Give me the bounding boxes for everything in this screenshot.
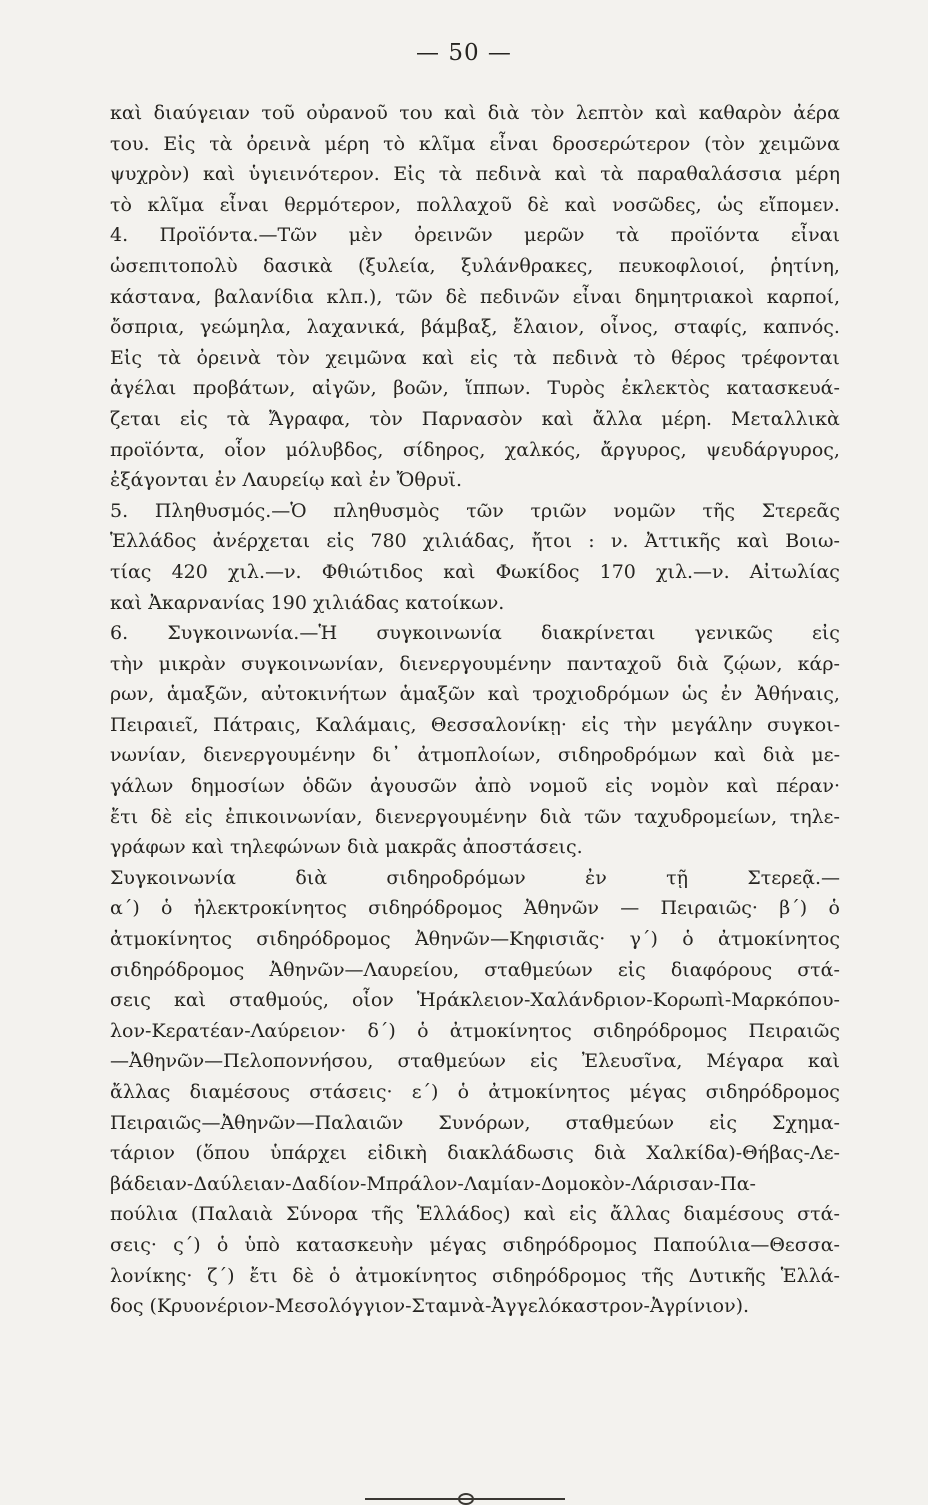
text-line: 5. Πληθυσμός.—Ὁ πληθυσμὸς τῶν τριῶν νομῶν τῆς Στερεᾶς <box>110 499 840 522</box>
text-line: πούλια (Παλαιὰ Σύνορα τῆς Ἑλλάδος) καὶ εἰς ἄλλας διαμέσους στά- <box>110 1203 840 1226</box>
text-line: σεις καὶ σταθμούς, οἷον Ἡράκλειον-Χαλάνδριον-Κορωπὶ-Μαρκόπου- <box>110 989 840 1012</box>
text-line: ψυχρὸν) καὶ ὑγιεινότερον. Εἰς τὰ πεδινὰ καὶ τὰ παραθαλάσσια μέρη <box>110 163 840 186</box>
text-line: Εἰς τὰ ὀρεινὰ τὸν χειμῶνα καὶ εἰς τὰ πεδινὰ τὸ θέρος τρέφονται <box>110 346 840 369</box>
text-line: Ἑλλάδος ἀνέρχεται εἰς 780 χιλιάδας, ἤτοι : ν. Ἀττικῆς καὶ Βοιω- <box>110 530 840 553</box>
text-line: βάδειαν-Δαύλειαν-Δαδίον-Μπράλον-Λαμίαν-Δομοκὸν-Λάρισαν-Πα- <box>110 1172 756 1195</box>
text-line: ζεται εἰς τὰ Ἄγραφα, τὸν Παρνασὸν καὶ ἄλλα μέρη. Μεταλλικὰ <box>110 407 840 430</box>
text-line: Συγκοινωνία διὰ σιδηροδρόμων ἐν τῇ Στερεᾷ.— <box>110 866 840 889</box>
text-line: καὶ διαύγειαν τοῦ οὐρανοῦ του καὶ διὰ τὸν λεπτὸν καὶ καθαρὸν ἀέρα <box>110 102 840 124</box>
text-line: γάλων δημοσίων ὁδῶν ἀγουσῶν ἀπὸ νομοῦ εἰς νομὸν καὶ πέραν· <box>110 775 840 798</box>
text-line: λονίκης· ζ΄) ἔτι δὲ ὁ ἀτμοκίνητος σιδηρόδρομος τῆς Δυτικῆς Ἑλλά- <box>110 1264 840 1287</box>
text-line: ρων, ἁμαξῶν, αὐτοκινήτων ἁμαξῶν καὶ τροχιοδρόμων ὡς ἐν Ἀθήναις, <box>110 683 840 706</box>
body-text <box>110 98 840 1322</box>
text-line: νωνίαν, διενεργουμένην δι᾽ ἀτμοπλοίων, σιδηροδρόμων καὶ διὰ με- <box>110 744 840 767</box>
text-line: προϊόντα, οἷον μόλυβδος, σίδηρος, χαλκός, ἄργυρος, ψευδάργυρος, <box>110 438 840 461</box>
text-line: τὸ κλῖμα εἶναι θερμότερον, πολλαχοῦ δὲ καὶ νοσῶδες, ὡς εἴπομεν. <box>110 193 840 216</box>
text-line: λον-Κερατέαν-Λαύρειον· δ΄) ὁ ἀτμοκίνητος σιδηρόδρομος Πειραιῶς <box>110 1019 840 1042</box>
text-line: σιδηρόδρομος Ἀθηνῶν—Λαυρείου, σταθμεύων εἰς διαφόρους στά- <box>110 958 840 981</box>
text-line: Πειραιῶς—Ἀθηνῶν—Παλαιῶν Συνόρων, σταθμεύων εἰς Σχημα- <box>110 1111 840 1134</box>
text-line: ἔτι δὲ εἰς ἐπικοινωνίαν, διενεργουμένην διὰ τῶν ταχυδρομείων, τηλε- <box>110 805 840 828</box>
text-line: γράφων καὶ τηλεφώνων διὰ μακρᾶς ἀποστάσεις. <box>110 836 583 859</box>
text-line: τὴν μικρὰν συγκοινωνίαν, διενεργουμένην πανταχοῦ διὰ ζῴων, κάρ- <box>110 652 840 675</box>
text-line: —Ἀθηνῶν—Πελοποννήσου, σταθμεύων εἰς Ἐλευσῖνα, Μέγαρα καὶ <box>110 1050 840 1073</box>
page-number: — 50 — <box>416 40 512 66</box>
text-line: ὄσπρια, γεώμηλα, λαχανικά, βάμβαξ, ἔλαιον, οἶνος, σταφίς, καπνός. <box>110 316 840 339</box>
text-line: Πειραιεῖ, Πάτραις, Καλάμαις, Θεσσαλονίκῃ· εἰς τὴν μεγάλην συγκοι- <box>110 713 840 736</box>
closing-ornament-flourish <box>458 1493 474 1505</box>
text-line: α΄) ὁ ἠλεκτροκίνητος σιδηρόδρομος Ἀθηνῶν — Πειραιῶς· β΄) ὁ <box>110 897 840 920</box>
text-line: κάστανα, βαλανίδια κλπ.), τῶν δὲ πεδινῶν εἶναι δημητριακοὶ καρποί, <box>110 285 840 308</box>
text-line: ἄλλας διαμέσους στάσεις· ε΄) ὁ ἀτμοκίνητος μέγας σιδηρόδρομος <box>110 1081 840 1103</box>
text-line: τίας 420 χιλ.—ν. Φθιώτιδος καὶ Φωκίδος 170 χιλ.—ν. Αἰτωλίας <box>110 560 840 583</box>
text-line: 6. Συγκοινωνία.—Ἡ συγκοινωνία διακρίνεται γενικῶς εἰς <box>110 622 840 645</box>
text-line: τάριον (ὅπου ὑπάρχει εἰδικὴ διακλάδωσις διὰ Χαλκίδα)-Θήβας-Λε- <box>110 1142 840 1165</box>
text-line: καὶ Ἀκαρνανίας 190 χιλιάδας κατοίκων. <box>110 591 505 614</box>
text-line: σεις· ς΄) ὁ ὑπὸ κατασκευὴν μέγας σιδηρόδρομος Παπούλια—Θεσσα- <box>110 1233 840 1256</box>
text-line: ὡσεπιτοπολὺ δασικὰ (ξυλεία, ξυλάνθρακες, πευκοφλοιοί, ῥητίνη, <box>110 254 840 277</box>
text-line: 4. Προϊόντα.—Τῶν μὲν ὀρεινῶν μερῶν τὰ προϊόντα εἶναι <box>110 224 840 247</box>
text-line: δος (Κρυονέριον-Μεσολόγγιον-Σταμνὰ-Ἀγγελόκαστρον-Ἀγρίνιον). <box>110 1295 750 1318</box>
text-line: ἀτμοκίνητος σιδηρόδρομος Ἀθηνῶν—Κηφισιᾶς· γ΄) ὁ ἀτμοκίνητος <box>110 928 840 951</box>
text-line: ἀγέλαι προβάτων, αἰγῶν, βοῶν, ἵππων. Τυρὸς ἐκλεκτὸς κατασκευά- <box>110 377 840 400</box>
text-line: ἐξάγονται ἐν Λαυρείῳ καὶ ἐν Ὄθρυϊ. <box>110 469 462 492</box>
text-line: του. Εἰς τὰ ὀρεινὰ μέρη τὸ κλῖμα εἶναι δροσερώτερον (τὸν χειμῶνα <box>110 132 840 155</box>
